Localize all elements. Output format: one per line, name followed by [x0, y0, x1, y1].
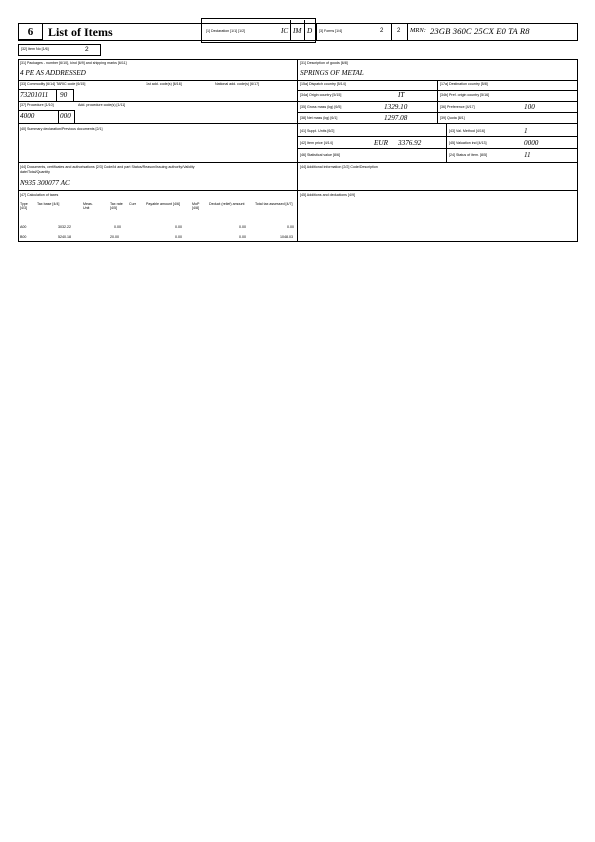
commodity-label: [33] Commodity [6/14] TARIC code [6/15]	[20, 82, 86, 86]
row-line-2	[18, 101, 578, 102]
valuation-method-value: 1	[524, 127, 528, 135]
summary-declaration-label: [40] Summary declaration/Previous documents [2/1]	[20, 127, 103, 131]
tax-cell-deduct: 0.00	[239, 235, 246, 239]
tax-header-tax-base: Tax base [4/4]	[37, 202, 60, 206]
procedure-divider-2	[74, 110, 75, 123]
right-line-2	[297, 112, 578, 113]
commodity-divider-2	[73, 89, 74, 101]
tax-cell-base: 5240.18	[58, 235, 71, 239]
preference-label: [36] Preference [4/17]	[440, 105, 475, 109]
declaration-value-3: D	[307, 27, 313, 35]
procedure-divider	[58, 110, 59, 123]
destination-country-label: [17a] Destination country [5/8]	[440, 82, 488, 86]
procedure-value-2: 000	[60, 112, 71, 120]
procedure-label: [37] Procedure [1/10]	[20, 103, 54, 107]
documents-label-cont: date/Total/Quantity	[20, 170, 50, 174]
procedure-value-1: 4000	[20, 112, 35, 120]
form-number: 6	[27, 26, 34, 38]
item-no-value: 2	[85, 46, 89, 53]
pref-origin-country-label: [34b] Pref. origin country [5/16]	[440, 93, 490, 97]
main-grid	[18, 59, 578, 242]
additional-info-label: [44] Additional information [2/2] Code/Description	[300, 165, 378, 169]
right-line-1	[297, 90, 578, 91]
item-price-currency: EUR	[374, 139, 388, 147]
tax-cell-type: B00	[20, 235, 27, 239]
main-center-divider	[297, 59, 298, 242]
tax-header-tax-rate: Tax rate [4/5]	[110, 202, 123, 210]
origin-country-value: IT	[398, 91, 405, 99]
tax-cell-type: A00	[20, 225, 27, 229]
status-of-item-label: [24] Status of item. [8/5]	[449, 153, 487, 157]
tax-header-meas-unit: Meas. Unit	[83, 202, 93, 210]
tax-cell-deduct: 0.00	[239, 225, 246, 229]
tax-cell-base: 3032.22	[58, 225, 71, 229]
procedure-add-label: Add. procedure code(s) [1/11]	[78, 103, 126, 107]
row-line-5	[18, 190, 578, 191]
quota-label: [39] Quota [8/1]	[440, 116, 465, 120]
item-price-amount: 3376.92	[398, 139, 422, 147]
valuation-ind-label: [45] Valuation ind [4/13]	[449, 141, 487, 145]
suppl-units-label: [41] Suppl. Units [6/2]	[300, 129, 335, 133]
tax-cell-payable: 0.00	[175, 235, 182, 239]
tax-header-type: Type [4/3]	[20, 202, 28, 210]
tax-cell-rate: 0.00	[114, 225, 121, 229]
declaration-value-1: IC	[281, 27, 289, 35]
forms-divider-mid	[391, 23, 392, 41]
mrn-divider	[407, 23, 408, 41]
item-price-label: [42] Item price [4/14]	[300, 141, 333, 145]
declaration-label: [1] Declaration [1/1] [1/2]	[206, 29, 246, 33]
commodity-add-code-label: 1st add. code(s) [6/16]	[146, 82, 182, 86]
right-line-4	[297, 148, 578, 149]
tax-cell-rate: 20.00	[110, 235, 119, 239]
forms-value-2: 2	[397, 28, 401, 34]
forms-value-1: 2	[380, 28, 384, 34]
commodity-value-2: 90	[60, 91, 68, 99]
statistical-value-label: [46] Statistical value [8/6]	[300, 153, 340, 157]
tax-cell-total: 1048.03	[280, 235, 293, 239]
documents-value: N935 300077 AC	[20, 179, 70, 187]
packages-label: [31] Packages - number [6/10], kind [6/9] and shipping marks [6/11]	[20, 61, 127, 65]
documents-label: [44] Documents, certificates and authorisations [2/3] Code/Id and part Status/Reason/Issuing authority/Validity	[20, 165, 195, 169]
net-mass-label: [38] Net mass (kg) [6/1]	[300, 116, 338, 120]
calculation-label: [47] Calculation of taxes	[20, 193, 59, 197]
net-mass-value: 1297.08	[384, 114, 408, 122]
procedure-sub-line	[18, 110, 74, 111]
mrn-label: MRN:	[410, 27, 426, 34]
tax-cell-payable: 0.00	[175, 225, 182, 229]
preference-value: 100	[524, 103, 535, 111]
forms-label: [3] Forms [1/4]	[319, 29, 343, 33]
tax-cell-total: 0.00	[287, 225, 294, 229]
forms-divider-left	[316, 23, 317, 41]
tax-header-mop: MoP [4/8]	[192, 202, 200, 210]
right-line-3	[297, 136, 578, 137]
declaration-value-2: IM	[293, 27, 302, 35]
mrn-value: 23GB 360C 25CX E0 TA R8	[430, 26, 530, 36]
tax-header-curr: Curr	[129, 202, 136, 206]
row-line-3	[18, 123, 578, 124]
description-value: SPRINGS OF METAL	[300, 69, 364, 77]
tax-header-deduct: Deduct (relief) amount	[209, 202, 245, 206]
row-line-4	[18, 162, 578, 163]
gross-mass-label: [35] Gross mass (kg) [6/5]	[300, 105, 342, 109]
packages-value: 4 PE AS ADDRESSED	[20, 69, 86, 77]
item-no-label: [32] Item No [1/6]	[21, 47, 49, 51]
origin-country-label: [34a] Origin country [5/15]	[300, 93, 342, 97]
gross-mass-value: 1329.10	[384, 103, 408, 111]
page-title: List of Items	[48, 25, 113, 39]
commodity-value-1: 73201011	[20, 91, 49, 99]
additions-deductions-label: [45] Additions and deductions [4/9]	[300, 193, 355, 197]
status-of-item-value: 11	[524, 151, 531, 159]
commodity-national-label: National add. code(s) [6/17]	[215, 82, 260, 86]
commodity-sub-line	[18, 89, 73, 90]
tax-header-total: Total tax assessed [4/7]	[255, 202, 293, 206]
dispatch-country-label: [15a] Dispatch country [5/14]	[300, 82, 346, 86]
description-label: [31] Description of goods [6/8]	[300, 61, 348, 65]
valuation-ind-value: 0000	[524, 139, 539, 147]
tax-header-payable: Payable amount [4/6]	[146, 202, 180, 206]
valuation-method-label: [43] Val. Method [4/16]	[449, 129, 485, 133]
suppl-divider	[446, 123, 447, 162]
row-line-1	[18, 80, 578, 81]
